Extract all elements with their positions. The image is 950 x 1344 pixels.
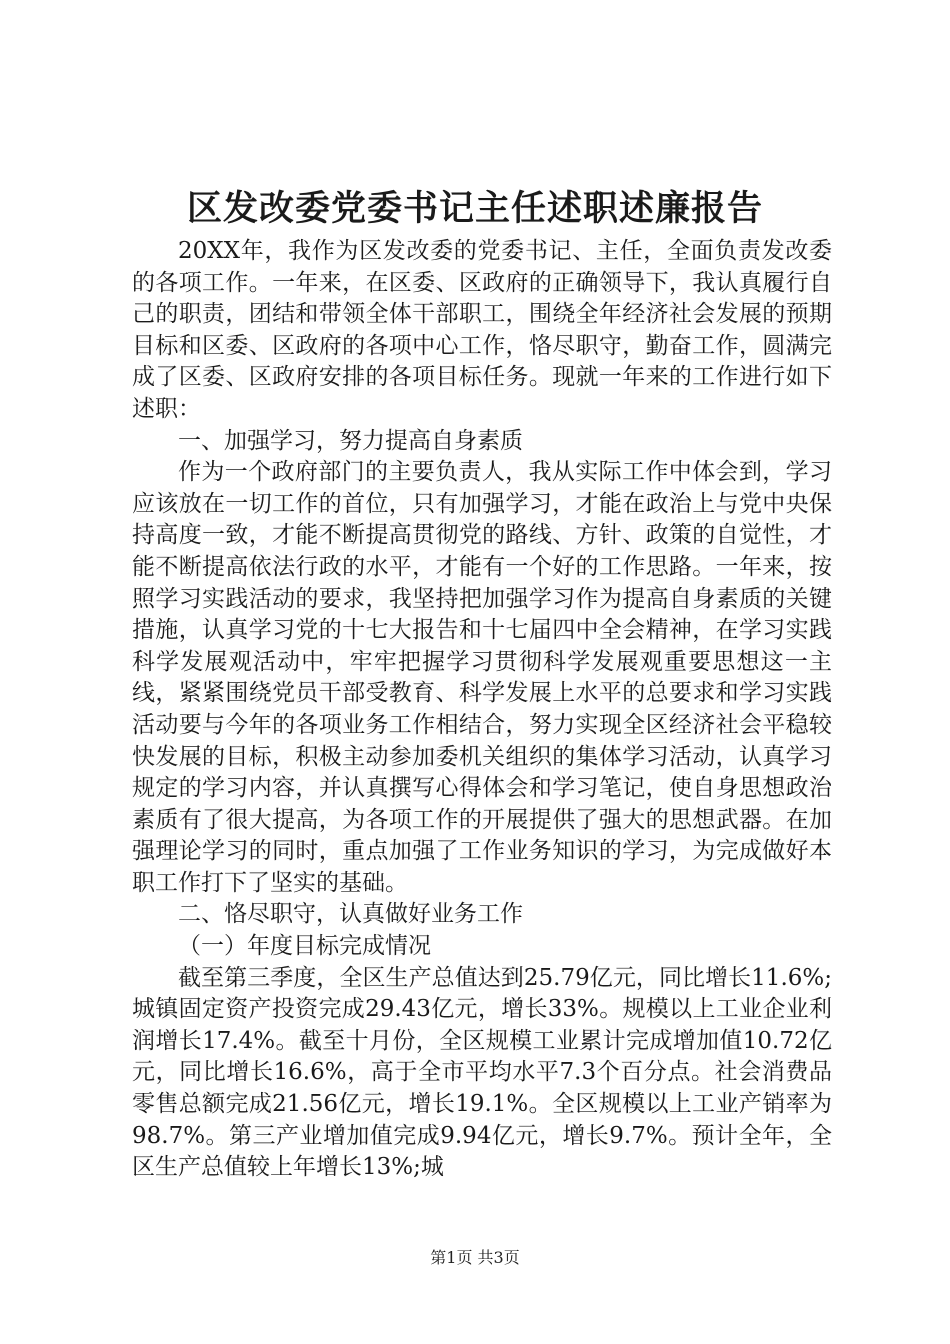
targets-paragraph: 截至第三季度，全区生产总值达到25.79亿元，同比增长11.6%;城镇固定资产投资完成29.43亿元，增长33%。规模以上工业企业利润增长17.4%。截至十月份，全区规模工业累计完成增加值10.72亿元，同比增长16.6%，高于全市平均水平7.3个百分点。社会消费品零售总额完成21.56亿元，增长19.1%。全区规模以上工业产销率为98.7%。第三产业增加值完成9.94亿元，增长9.7%。预计全年，全区生产总值较上年增长13%;城 xyxy=(132,964,832,1181)
study-paragraph: 作为一个政府部门的主要负责人，我从实际工作中体会到，学习应该放在一切工作的首位，只有加强学习，才能在政治上与党中央保持高度一致，才能不断提高贯彻党的路线、方针、政策的自觉性，才能不断提高依法行政的水平，才能有一个好的工作思路。一年来，按照学习实践活动的要求，我坚持把加强学习作为提高自身素质的关键措施，认真学习党的十七大报告和十七届四中全会精神，在学习实践科学发展观活动中，牢牢把握学习贯彻科学发展观重要思想这一主线，紧紧围绕党员干部受教育、科学发展上水平的总要求和学习实践活动要与今年的各项业务工作相结合，努力实现全区经济社会平稳较快发展的目标，积极主动参加委机关组织的集体学习活动，认真学习规定的学习内容，并认真撰写心得体会和学习笔记，使自身思想政治素质有了很大提高，为各项工作的开展提供了强大的思想武器。在加强理论学习的同时，重点加强了工作业务知识的学习，为完成做好本职工作打下了坚实的基础。 xyxy=(132,459,832,896)
intro-paragraph: 20XX年，我作为区发改委的党委书记、主任，全面负责发改委的各项工作。一年来，在区委、区政府的正确领导下，我认真履行自己的职责，团结和带领全体干部职工，围绕全年经济社会发展的预期目标和区委、区政府的各项中心工作，恪尽职守，勤奋工作，圆满完成了区委、区政府安排的各项目标任务。现就一年来的工作进行如下述职： xyxy=(132,238,832,422)
section-heading-1: 一、加强学习，努力提高自身素质 xyxy=(178,427,523,454)
section-heading-2: 二、恪尽职守，认真做好业务工作 xyxy=(178,901,523,928)
subsection-heading-1: （一）年度目标完成情况 xyxy=(178,933,431,960)
page-footer: 第1页 共3页 xyxy=(430,1248,520,1267)
document-body xyxy=(132,236,832,1184)
document-title: 区发改委党委书记主任述职述廉报告 xyxy=(186,188,763,229)
